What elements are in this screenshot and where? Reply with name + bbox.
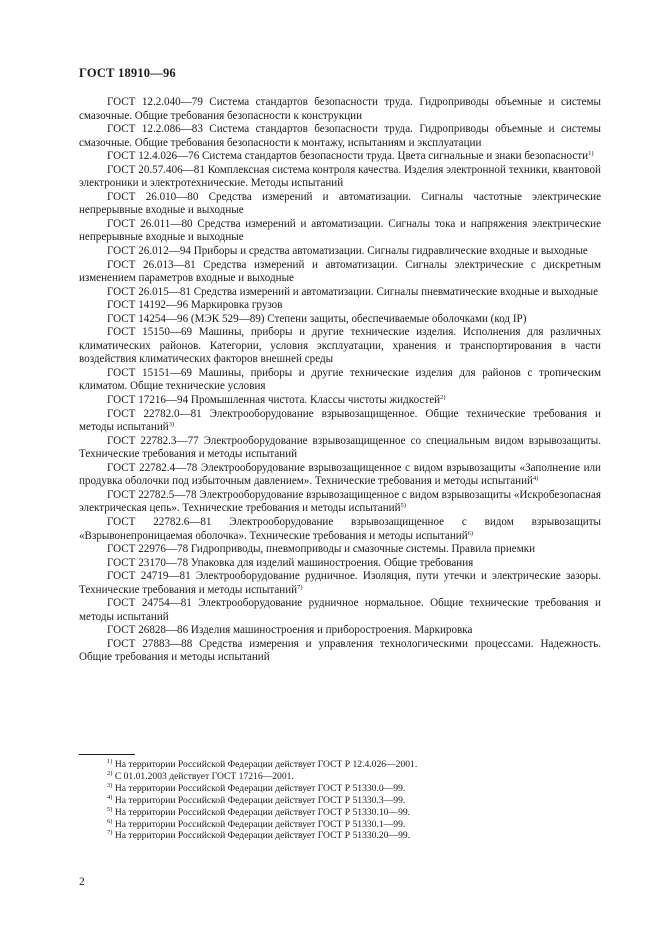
reference-entry [79,191,601,218]
reference-entry [79,570,601,597]
reference-entry [79,394,601,408]
reference-entry [79,218,601,245]
reference-entry [79,150,601,164]
footnote-mark: 5) [107,805,113,813]
reference-entry [79,462,601,489]
footnote-text: На территории Российской Федерации действует ГОСТ Р 51330.0—99. [114,782,406,794]
reference-text: ГОСТ 14192—96 Маркировка грузов [107,299,283,312]
reference-entry [79,245,601,259]
footnote-mark: 2) [107,769,113,777]
footnote [107,830,587,842]
reference-text: ГОСТ 23170—78 Упаковка для изделий машиностроения. Общие требования [107,556,474,569]
reference-entry [79,516,601,543]
reference-entry [79,164,601,191]
reference-text: ГОСТ 26.015—81 Средства измерений и автоматизации. Сигналы пневматические входные и выходные [107,285,599,298]
reference-text: ГОСТ 12.2.086—83 Система стандартов безопасности труда. Гидроприводы объемные и системы смазочные. Общие требования безопасности к монтажу, испытаниям и эксплуатации [79,123,601,149]
reference-text: ГОСТ 22782.0—81 Электрооборудование взрывозащищенное. Общие технические требования и методы испытаний [79,407,601,434]
reference-text: ГОСТ 22976—78 Гидроприводы, пневмоприводы и смазочные системы. Правила приемки [107,543,536,556]
document-header: ГОСТ 18910—96 [79,66,176,80]
reference-text: ГОСТ 14254—96 (МЭК 529—89) Степени защиты, обеспечиваемые оболочками (код IP) [107,312,527,325]
footnote-ref: 5) [400,502,406,510]
reference-entry [79,96,601,123]
reference-text: ГОСТ 22782.4—78 Электрооборудование взрывозащищенное с видом взрывозащиты «Заполнение или продувка оболочки под избыточным давлением». Технические требования и методы испытаний [79,461,601,488]
footnote-ref: 2) [440,394,446,402]
reference-text: ГОСТ 22782.6—81 Электрооборудование взрывозащищенное с видом взрывозащиты «Взрывонепроницаемая оболочка». Технические требования и методы испытаний [79,515,601,542]
reference-text: ГОСТ 22782.3—77 Электрооборудование взрывозащищенное со специальным видом взрывозащиты. Технические требования и методы испытаний [79,434,601,461]
reference-text: ГОСТ 15151—69 Машины, приборы и другие технические изделия для районов с тропическим климатом. Общие технические условия [79,366,601,393]
footnote [107,759,587,771]
references-list [79,96,601,665]
reference-text: ГОСТ 17216—94 Промышленная чистота. Классы чистоты жидкостей [107,394,441,407]
reference-entry [79,123,601,150]
footnote-ref: 4) [533,475,539,483]
footnote-mark: 7) [107,829,113,837]
reference-text: ГОСТ 20.57.406—81 Комплексная система контроля качества. Изделия электронной техники, квантовой электроники и электротехнические. Методы испытаний [79,163,601,190]
footnote [107,795,587,807]
reference-entry [79,408,601,435]
reference-entry [79,435,601,462]
reference-entry [79,286,601,300]
reference-text: ГОСТ 26.010—80 Средства измерений и автоматизации. Сигналы частотные электрические непрерывные входные и выходные [79,190,601,217]
footnote-ref: 1) [588,150,594,158]
reference-entry [79,557,601,571]
footnote-text: На территории Российской Федерации действует ГОСТ Р 51330.20—99. [114,830,411,842]
reference-entry [79,543,601,557]
footnote [107,771,587,783]
reference-entry [79,259,601,286]
footnote-ref: 6) [467,529,474,537]
reference-text: ГОСТ 27883—88 Средства измерения и управления технологическими процессами. Надежность. Общие требования и методы испытаний [79,637,601,664]
footnote [107,807,587,819]
reference-text: ГОСТ 15150—69 Машины, приборы и другие технические изделия. Исполнения для различных климатических районов. Категории, условия эксплуатации, хранения и транспортирования в части воздействия климатических факторов внешней среды [79,326,601,366]
reference-text: ГОСТ 24754—81 Электрооборудование рудничное нормальное. Общие технические требования и методы испытаний [79,597,601,623]
reference-text: ГОСТ 26828—86 Изделия машиностроения и приборостроения. Маркировка [107,624,473,637]
reference-text: ГОСТ 22782.5—78 Электрооборудование взрывозащищенное с видом взрывозащиты «Искробезопасная электрическая цепь». Технические требования и методы испытаний [79,488,601,515]
reference-entry [79,624,601,638]
footnote-text: На территории Российской Федерации действует ГОСТ Р 12.4.026—2001. [114,759,418,770]
reference-text: ГОСТ 26.012—94 Приборы и средства автоматизации. Сигналы гидравлические входные и выходные [107,245,588,258]
page-number: 2 [79,876,85,888]
reference-entry [79,299,601,313]
footnote-separator [79,754,135,755]
reference-text: ГОСТ 12.2.040—79 Система стандартов безопасности труда. Гидроприводы объемные и системы смазочные. Общие требования безопасности к конструкции [79,96,601,122]
footnote-mark: 3) [107,781,113,789]
footnote-ref: 7) [297,583,303,591]
footnote-text: С 01.01.2003 действует ГОСТ 17216—2001. [114,770,294,782]
footnote-text: На территории Российской Федерации действует ГОСТ Р 51330.3—99. [114,794,406,806]
footnote-mark: 1) [107,758,113,765]
reference-entry [79,326,601,367]
footnote [107,783,587,795]
footnotes [107,759,587,842]
reference-entry [79,489,601,516]
footnote [107,819,587,831]
footnote-ref: 3) [168,421,175,429]
footnote-text: На территории Российской Федерации действует ГОСТ Р 51330.1—99. [114,818,406,830]
reference-entry [79,638,601,665]
reference-entry [79,367,601,394]
reference-text: ГОСТ 26.011—80 Средства измерений и автоматизации. Сигналы тока и напряжения электрические непрерывные входные и выходные [79,217,601,244]
reference-entry [79,313,601,327]
reference-text: ГОСТ 26.013—81 Средства измерений и автоматизации. Сигналы электрические с дискретным изменением параметров входные и выходные [79,258,601,285]
reference-entry [79,597,601,624]
footnote-mark: 6) [107,817,113,825]
reference-text: ГОСТ 12.4.026—76 Система стандартов безопасности труда. Цвета сигнальные и знаки безопасности [107,150,589,163]
footnote-mark: 4) [107,793,113,801]
footnote-text: На территории Российской Федерации действует ГОСТ Р 51330.10—99. [114,806,411,818]
reference-text: ГОСТ 24719—81 Электрооборудование рудничное. Изоляция, пути утечки и электрические зазоры. Технические требования и методы испытаний [79,570,601,596]
